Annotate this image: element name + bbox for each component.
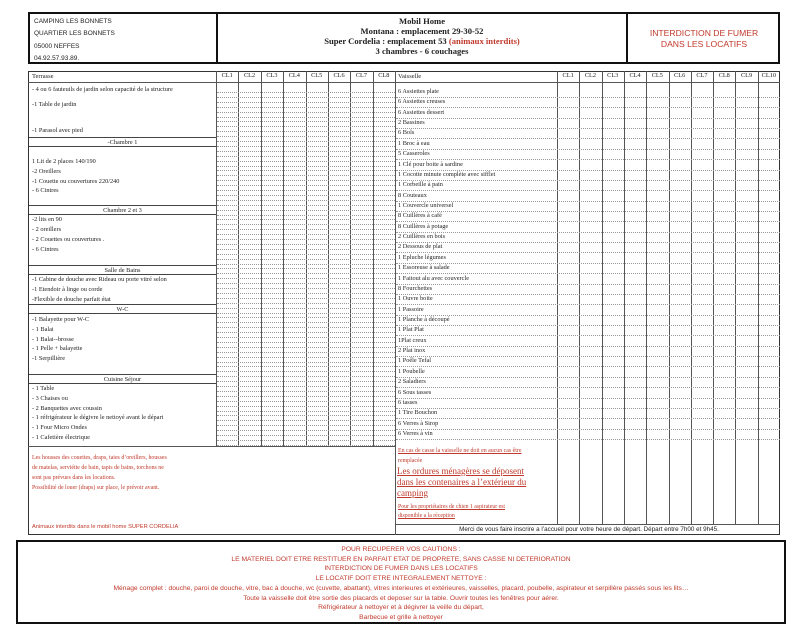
vaisselle-item: 2 Bassines (398, 119, 425, 127)
right-check-column-header: CL7 (696, 72, 708, 79)
inventory-item: - 6 Cintres (32, 187, 59, 194)
right-check-column-header: CL8 (718, 72, 730, 79)
right-check-column-header: CL2 (584, 72, 597, 79)
footer-line: Réfrigérateur à nettoyer et à dégivrer la veille du départ, (318, 604, 484, 612)
camp-name: CAMPING LES BONNETS (34, 18, 112, 25)
vaisselle-item: 1 Ouvre boite (398, 295, 433, 303)
info-montana: Montana : emplacement 29-30-52 (360, 26, 484, 36)
vaisselle-item: 6 tasses (398, 398, 418, 406)
animals-note: Animaux interdits dans le mobil home SUPER CORDELIA (32, 524, 179, 530)
footer-line: Toute la vaisselle doit être sortie des placards et deposer sur la table. Ouvrir toutes les fenêtres pour aérer. (243, 594, 559, 602)
vaisselle-item: 6 Bols (398, 129, 415, 137)
vaisselle-item: 2 Dessous de plat (398, 243, 443, 251)
vaisselle-item: 1 Poêle Tefal (398, 357, 432, 365)
footer-line: POUR RECUPERER VOS CAUTIONS : (341, 546, 461, 553)
mobil-home-info (218, 16, 626, 56)
vaisselle-item: 6 Verres à vin (398, 430, 433, 437)
left-check-column-header: CL1 (221, 72, 233, 79)
vaisselle-item: 6 Sous tasses (398, 388, 432, 396)
vaisselle-item: 8 Cuillères à café (398, 212, 442, 220)
vaisselle-item: 1 Planche à découpé (398, 316, 450, 323)
vacuum-note: Pour les propriétaires de chien 1 aspirateur est disponible a la réception (398, 504, 506, 519)
inventory-item: - 6 Cintres (32, 246, 59, 253)
left-check-column-header: CL3 (266, 72, 278, 79)
breakage-note: En cas de casse la vaisselle ne doit en aucun cas être remplacée (398, 448, 522, 464)
inventory-item: -2 Oreillers (32, 168, 61, 175)
vaisselle-item: 2 Plat inox (398, 347, 426, 355)
footer-line: INTERDICTION DE FUMER DANS LES LOCATIFS (324, 565, 478, 573)
inventory-item: -Flexible de douche parfait état (32, 296, 111, 303)
terrasse-header: Terrasse (32, 73, 54, 80)
vaisselle-header: Vaisselle (398, 73, 422, 80)
vaisselle-item: 6 Assiettes creuses (398, 98, 446, 106)
vaisselle-item: 1 Poubelle (398, 367, 425, 375)
right-check-column-header: CL5 (651, 72, 663, 79)
smoking-banner: INTERDICTION DE FUMER DANS LES LOCATIFS (649, 28, 759, 49)
deposit-conditions (16, 540, 786, 624)
left-check-column-header: CL7 (355, 72, 368, 79)
vaisselle-item: 8 Cuillères à potage (398, 222, 449, 230)
room-section-header: W-C (29, 304, 216, 314)
inventory-item: -1 Table de jardin (32, 101, 77, 108)
left-check-column-header: CL2 (243, 72, 256, 79)
inventory-item: - 2 Banquettes avec coussin (32, 405, 102, 412)
right-check-column-header: CL10 (761, 72, 776, 79)
inventory-item: - 1 Cafetière électrique (32, 434, 90, 441)
right-check-column-header: CL9 (740, 72, 753, 79)
left-check-column-header: CL5 (311, 72, 323, 79)
footer-line: Barbecue et grille à nettoyer (359, 613, 443, 621)
footer-line: LE MATERIEL DOIT ETRE RESTITUER EN PARFAIT ETAT DE PROPRETE, SANS CASSE NI DETERIORATION (231, 555, 571, 563)
linen-note: Les housses des couettes, draps, taies d’oreillers, housses de matelas, serviétte de bain, tapis de bains, torchons ne sont pas prévues dans les locations. Possibilité de louer (draps) sur place, le prévoir avant. (32, 455, 167, 491)
inventory-item: -1 Balayette pour W-C (32, 316, 90, 323)
animals-forbidden-note: (animaux interdits) (448, 36, 520, 46)
right-check-column-header: CL1 (562, 72, 574, 79)
vaisselle-item: 1 Plat Plat (398, 326, 424, 334)
inventory-item: - 1 Table (32, 385, 55, 392)
vaisselle-item: 1 Cocotte minute complète avec sifflet (398, 170, 496, 178)
inventory-item: -1 Parasol avec pied (32, 127, 83, 134)
info-rooms: 3 chambres - 6 couchages (375, 46, 469, 56)
inventory-item: -1 Etendoir à linge ou corde (32, 286, 103, 293)
camp-quarter: QUARTIER LES BONNETS (34, 30, 115, 38)
vaisselle-item: 1 Tire Bouchon (398, 409, 438, 417)
inventory-item: - 3 Chaises ou (32, 395, 68, 402)
inventory-item: -1 Couette ou couvertures 220/240 (32, 178, 120, 185)
inventory-item: - 4 ou 6 fauteuils de jardin selon capacité de la structure (32, 86, 173, 93)
inventory-item: 1 Lit de 2 places 140/190 (32, 158, 96, 165)
inventory-item: - 1 Pelle + balayette (32, 345, 83, 352)
vaisselle-item: 1 Faitout alu avec couvercle (398, 274, 469, 282)
inventory-item: - 2 oreillers (32, 226, 62, 233)
left-check-column-header: CL6 (333, 72, 345, 79)
vaisselle-item: 1 Passoire (398, 305, 424, 313)
garbage-note: Les ordures ménagères se déposent dans les contenaires a l’extérieur du camping (397, 466, 527, 498)
left-check-column-header: CL4 (288, 72, 300, 79)
camp-city: 05000 NEFFES (34, 42, 80, 50)
room-section-header: Salle de Bains (29, 265, 216, 275)
right-check-column-header: CL4 (629, 72, 641, 79)
inventory-item: - 2 Couettes ou couvertures . (32, 236, 105, 243)
footer-line: LE LOCATIF DOIT ETRE INTEGRALEMENT NETTOYE : (315, 575, 487, 583)
vaisselle-item: 6 Assiettes plate (398, 88, 439, 95)
vaisselle-item: 5 Casseroles (398, 150, 430, 158)
vaisselle-item: 6 Verres à Sirop (398, 419, 439, 427)
departure-note: Merci de vous faire inscrire a l’accueil pour votre heure de départ. Départ entre 7h00 et 9h45. (459, 526, 719, 533)
inventory-item: - 1 Four Micro Ondes (32, 424, 87, 431)
inventory-item: - 1 Balai--brosse (32, 336, 74, 343)
room-section-header: Chambre 2 et 3 (29, 205, 216, 215)
vaisselle-item: 1 Corbeille à pain (398, 181, 443, 189)
vaisselle-item: 8 Couteaux (398, 191, 427, 199)
inventory-item: - 1 Balai (32, 326, 54, 333)
vaisselle-item: 1 Clé pour boite à sardine (398, 160, 463, 168)
vaisselle-item: 1 Broc à eau (398, 139, 430, 147)
right-check-column-header: CL6 (674, 72, 686, 79)
right-check-column-header: CL3 (607, 72, 619, 79)
room-section-header: Cuisine Séjour (29, 374, 216, 384)
camp-address (34, 16, 115, 65)
inventory-item: -2 lits en 90 (32, 216, 62, 223)
vaisselle-item: 1Plat creux (398, 336, 427, 344)
vaisselle-item: 1 Epluche légumes (398, 253, 446, 261)
info-cordelia: Super Cordelia : emplacement 53 (animaux interdits) (324, 36, 520, 46)
info-title: Mobil Home (398, 16, 446, 26)
inventory-item: -1 Serpillière (32, 355, 66, 362)
room-section-header: -Chambre 1 (29, 137, 216, 147)
camp-phone: 04.92.57.93.89. (34, 54, 80, 62)
vaisselle-item: 8 Fourchettes (398, 284, 433, 292)
inventory-item: - 1 réfrigérateur le dégivre le nettoyé avant le départ (32, 414, 164, 421)
vaisselle-item: 2 Cuillères en bois (398, 233, 446, 241)
footer-line: Ménage complet : douche, paroi de douche, vitre, bac à douche, wc (cuvette, abattant), vitres interieures et extérieures, vaisselles, placard, poubelle, aspirateur et serpillère passés sous les lits… (113, 584, 689, 592)
vaisselle-item: 6 Assiettes dessert (398, 108, 445, 116)
vaisselle-item: 1 Essoreuse à salade (398, 264, 450, 272)
inventory-item: -1 Cabine de douche avec Rideau ou porte vitré selon (32, 276, 167, 283)
vaisselle-item: 1 Couvercle universel (398, 202, 454, 209)
vaisselle-item: 2 Saladiers (398, 378, 426, 386)
left-check-column-header: CL8 (378, 72, 390, 79)
